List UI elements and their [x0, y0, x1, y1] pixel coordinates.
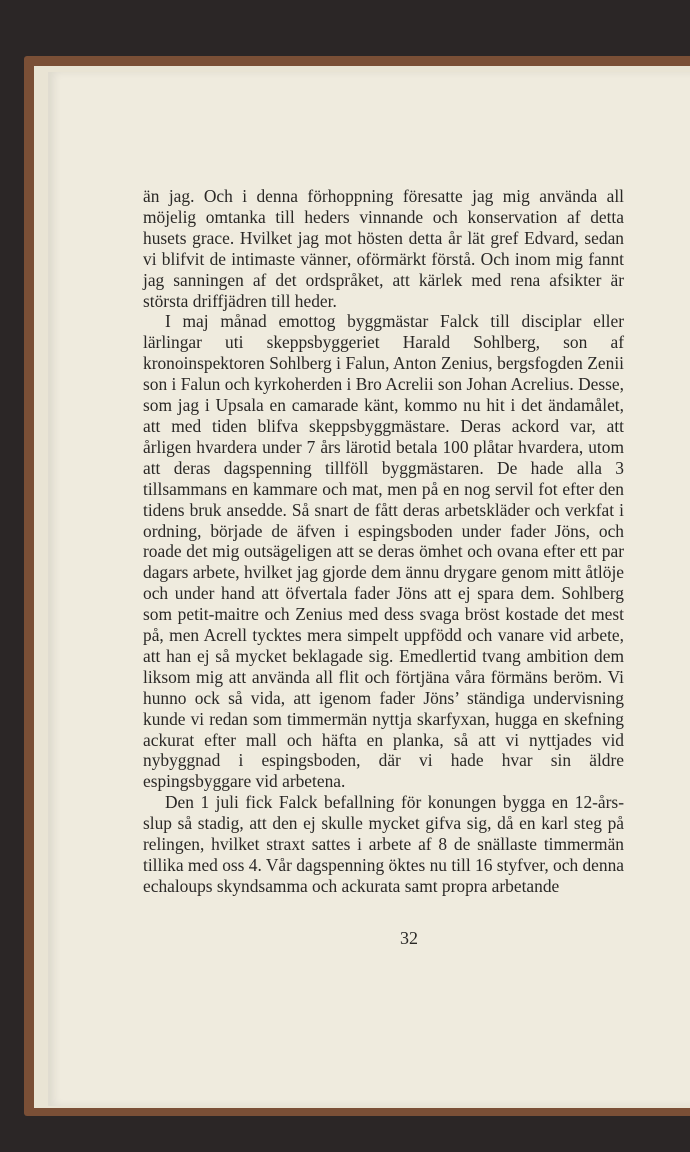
paragraph-3: Den 1 juli fick Falck befallning för konungen bygga en 12-års-slup så stadig, att den ej skulle mycket gifva sig, då en karl steg på relingen, hvilket straxt sattes i arbete af 8 de snällaste timmermän tillika med oss 4. Vår dagspenning öktes nu till 16 styfver, och denna echaloups skyndsamma och ackurata samt propra arbetande [143, 792, 625, 896]
page-number: 32 [400, 928, 418, 948]
body-text [143, 186, 624, 897]
paragraph-2: I maj månad emottog byggmästar Falck till disciplar eller lärlingar uti skeppsbyggeriet Harald Sohlberg, son af kronoinspektoren Sohlberg i Falun, Anton Zenius, bergsfogden Zenii son i Falun och kyrkoherden i Bro Acrelii son Johan Acrelius. Desse, som jag i Upsala en camarade känt, kommo nu hit i det ändamålet, att med tiden blifva skeppsbyggmästare. Deras ackord var, att årligen hvardera under 7 års lärotid betala 100 plåtar hvardera, utom att deras dagspenning tillföll byggmästaren. De hade alla 3 tillsammans en kammare och mat, men på en nog servil fot efter den tidens bruk ansedde. Så snart de fått deras arbetskläder och verkfat i ordning, började de äfven i espingsboden under fader Jöns, och roade det mig outsägeligen att se deras ömhet och ovana efter ett par dagars arbete, hvilket jag gjorde dem ännu drygare genom mitt åtlöje och under hand att öfvertala fader Jöns att ej spara dem. Sohlberg som petit-maitre och Zenius med dess svaga bröst kostade det mest på, men Acrell tycktes mera simpelt uppfödd och vanare vid arbete, att han ej så mycket beklagade sig. Emedlertid tvang ambition dem liksom mig att använda all flit och förtjäna våra förmäns beröm. Vi hunno ock så vida, att igenom fader Jöns’ ständiga undervisning kunde vi redan som timmermän nyttja skarfyxan, hugga en skefning ackurat efter mall och häfta en planka, så att vi nyttjades vid nybyggnad i espingsboden, där vi hade hvar sin äldre espingsbyggare vid arbetena. [143, 311, 624, 792]
paragraph-1: än jag. Och i denna förhoppning föresatte jag mig använda all möjelig omtanka till heders vinnande och konservation af detta husets grace. Hvilket jag mot hösten detta år lät gref Edvard, sedan vi blifvit de intimaste vänner, oförmärkt förstå. Och inom mig fannt jag sanningen af det ordspråket, att kärlek med rena afsikter är största driffjädren till heder. [143, 186, 624, 311]
